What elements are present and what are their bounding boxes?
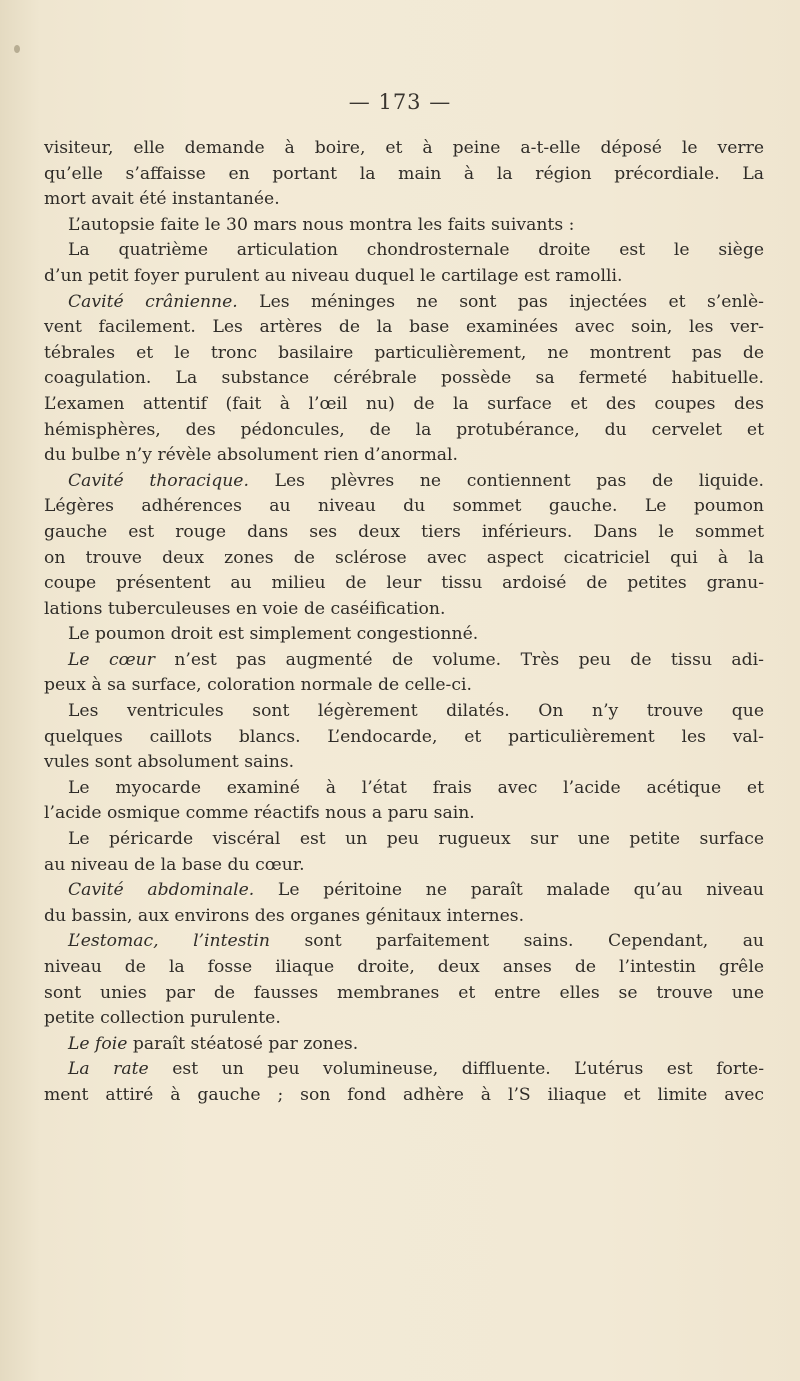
line-text: peux à sa surface, coloration normale de celle-ci. — [44, 675, 472, 696]
italic-heading: Cavité thoracique. — [68, 470, 249, 491]
line-text: sont parfaitement sains. Cependant, au — [270, 931, 765, 952]
text-line — [44, 1083, 764, 1109]
line-text: Le péritoine ne paraît malade qu’au niveau — [254, 880, 764, 901]
line-text: Les plèvres ne contiennent pas de liquide. — [248, 470, 765, 491]
text-line — [44, 315, 764, 341]
line-text: Le péricarde viscéral est un peu rugueux sur une petite surface — [68, 829, 764, 850]
text-line — [44, 546, 764, 572]
line-text: Les ventricules sont légèrement dilatés. On n’y trouve que — [68, 701, 764, 722]
line-text: n’est pas augmenté de volume. Très peu de tissu adi- — [154, 649, 764, 670]
line-text: petite collection purulente. — [44, 1008, 281, 1029]
text-line — [44, 443, 764, 469]
line-text: paraît stéatosé par zones. — [127, 1033, 359, 1054]
text-line — [44, 750, 764, 776]
line-text: au niveau de la base du cœur. — [44, 854, 305, 875]
line-text: sont unies par de fausses membranes et entre elles se trouve une — [44, 982, 764, 1003]
line-text: coagulation. La substance cérébrale possède sa fermeté habituelle. — [44, 368, 764, 389]
text-line — [44, 1032, 764, 1058]
line-text: L’examen attentif (fait à l’œil nu) de la surface et des coupes des — [44, 393, 764, 414]
text-line — [44, 162, 764, 188]
text-line — [44, 904, 764, 930]
text-line — [44, 494, 764, 520]
text-line — [44, 571, 764, 597]
text-line — [44, 213, 764, 239]
text-line — [44, 392, 764, 418]
line-text: mort avait été instantanée. — [44, 189, 280, 210]
line-text: niveau de la fosse iliaque droite, deux anses de l’intestin grêle — [44, 957, 764, 977]
text-line — [44, 929, 764, 955]
text-line — [44, 418, 764, 444]
text-line — [44, 264, 764, 290]
text-line — [44, 469, 764, 495]
line-text: du bassin, aux environs des organes génitaux internes. — [44, 905, 525, 926]
text-line — [44, 801, 764, 827]
line-text: Le myocarde examiné à l’état frais avec l’acide acétique et — [68, 777, 764, 798]
text-line — [44, 187, 764, 213]
body-text — [44, 136, 764, 1109]
line-text: hémisphères, des pédoncules, de la protubérance, du cervelet et — [44, 419, 764, 440]
line-text: ment attiré à gauche ; son fond adhère à l’S iliaque et limite avec — [44, 1084, 764, 1105]
italic-heading: Le cœur — [68, 649, 155, 670]
text-line — [44, 955, 764, 981]
line-text: d’un petit foyer purulent au niveau duquel le cartilage est ramolli. — [44, 265, 623, 286]
text-line — [44, 853, 764, 879]
line-text: Les méninges ne sont pas injectées et s’enlè- — [237, 291, 764, 312]
italic-heading: Cavité crânienne. — [68, 291, 238, 312]
text-line — [44, 699, 764, 725]
text-line — [44, 776, 764, 802]
line-text: lations tuberculeuses en voie de caséification. — [44, 598, 446, 619]
line-text: l’acide osmique comme réactifs nous a paru sain. — [44, 803, 475, 824]
text-line — [44, 366, 764, 392]
line-text: qu’elle s’affaisse en portant la main à la région précordiale. La — [44, 163, 764, 184]
line-text: Légères adhérences au niveau du sommet gauche. Le poumon — [44, 496, 764, 517]
line-text: on trouve deux zones de sclérose avec aspect cicatriciel qui à la — [44, 547, 764, 568]
line-text: quelques caillots blancs. L’endocarde, et particulièrement les val- — [44, 726, 764, 747]
line-text: est un peu volumineuse, diffluente. L’utérus est forte- — [148, 1059, 765, 1080]
text-line — [44, 520, 764, 546]
italic-heading: Cavité abdominale. — [68, 880, 255, 901]
text-line — [44, 622, 764, 648]
italic-heading: La rate — [68, 1059, 149, 1080]
text-line — [44, 673, 764, 699]
text-line — [44, 136, 764, 162]
text-line — [44, 1006, 764, 1032]
text-line — [44, 648, 764, 674]
text-line — [44, 981, 764, 1007]
text-line — [44, 341, 764, 367]
line-text: tébrales et le tronc basilaire particulièrement, ne montrent pas de — [44, 342, 764, 363]
text-line — [44, 238, 764, 264]
line-text: vent facilement. Les artères de la base examinées avec soin, les ver- — [44, 317, 764, 338]
line-text: vules sont absolument sains. — [44, 752, 295, 773]
line-text: L’autopsie faite le 30 mars nous montra les faits suivants : — [68, 214, 575, 235]
text-line — [44, 725, 764, 751]
page-number: — 173 — — [348, 90, 452, 114]
line-text: coupe présentent au milieu de leur tissu ardoisé de petites granu- — [44, 573, 764, 594]
line-text: visiteur, elle demande à boire, et à peine a-t-elle déposé le verre — [44, 138, 764, 158]
line-text: gauche est rouge dans ses deux tiers inférieurs. Dans le sommet — [44, 521, 764, 542]
text-line — [44, 878, 764, 904]
line-text: Le poumon droit est simplement congestionné. — [68, 624, 479, 645]
text-line — [44, 1057, 764, 1083]
text-line — [44, 597, 764, 623]
line-text: La quatrième articulation chondrosternale droite est le siège — [68, 240, 764, 261]
italic-heading: Le foie — [68, 1033, 128, 1054]
paper-stain — [14, 45, 20, 53]
text-line — [44, 290, 764, 316]
italic-heading: L’estomac, l’intestin — [68, 931, 270, 952]
text-line — [44, 827, 764, 853]
line-text: du bulbe n’y révèle absolument rien d’anormal. — [44, 445, 459, 466]
